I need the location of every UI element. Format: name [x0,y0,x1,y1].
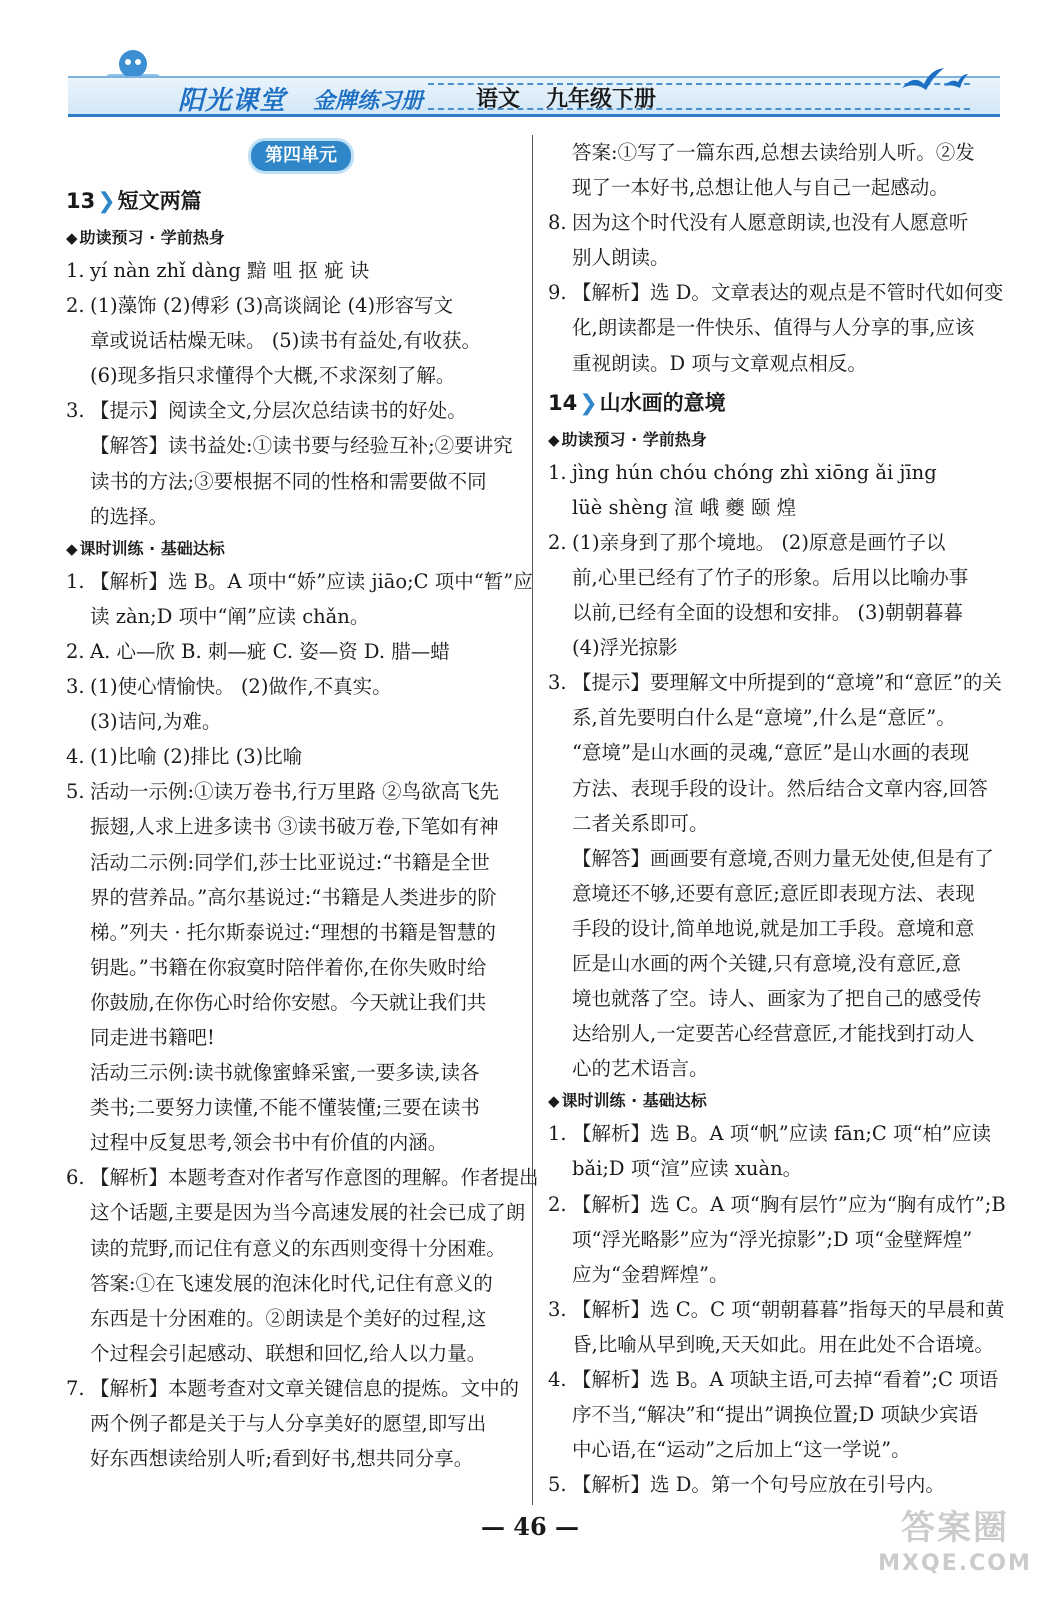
text-line: 好东西想读给别人听;看到好书,想共同分享。 [90,1447,474,1471]
text-line: yí nàn zhǐ dàng 黯 咀 抠 疵 诀 [90,259,370,282]
answer-item [548,455,1018,525]
item-number: 4. [548,1368,567,1391]
section-training-heading: ◆ 课时训练 · 基础达标 [66,538,225,558]
text-line: (3)诘问,为难。 [90,710,222,734]
subject-label: 语文 [476,86,521,112]
right-preview-items [548,455,1018,1087]
answer-item [66,669,536,739]
text-line: 【解答】读书益处:①读书要与经验互补;②要讲究 [90,434,513,458]
right-continued-items [548,135,1018,381]
text-line: 的选择。 [90,504,169,528]
text-line: 【提示】阅读全文,分层次总结读书的好处。 [90,399,467,423]
page-header [0,0,1060,135]
item-number: 6. [66,1166,85,1190]
text-line: 【解析】选 B。A 项“帆”应读 fān;C 项“柏”应读 [572,1122,991,1146]
header-banner [68,76,1000,117]
text-line: 章或说话枯燥无味。 (5)读书有益处,有收获。 [90,329,482,353]
text-line: jìng hún chóu chóng zhì xiōng ǎi jīng [572,460,937,484]
chevron-right-icon: ❯ [579,390,598,416]
text-line: 境也就落了空。诗人、画家为了把自己的感受传 [572,987,982,1011]
text-line: 序不当,“解决”和“提出”调换位置;D 项缺少宾语 [572,1403,978,1427]
text-line: 梯。”列夫 · 托尔斯泰说过:“理想的书籍是智慧的 [90,920,496,944]
text-line: 心的艺术语言。 [572,1057,709,1081]
text-line: 应为“金碧辉煌”。 [572,1262,729,1286]
brand-title: 阳光课堂 [178,86,287,116]
text-line: 【解析】本题考查对作者写作意图的理解。作者提出 [90,1166,539,1190]
text-line: 【解析】选 C。C 项“朝朝暮暮”指每天的早晨和黄 [572,1297,1005,1321]
answer-item [548,1187,1018,1292]
text-line: 活动二示例:同学们,莎士比亚说过:“书籍是全世 [90,850,490,874]
text-line: 【解析】选 D。第一个句号应放在引号内。 [572,1473,945,1497]
answer-item [548,1362,1018,1467]
text-line: 类书;二要努力读懂,不能不懂装懂;三要在读书 [90,1096,480,1120]
item-number: 4. [66,745,85,769]
item-number: 2. [66,294,85,318]
text-line: 以前,已经有全面的设想和安排。 (3)朝朝暮暮 [572,601,964,625]
text-line: 前,心里已经有了竹子的形象。后用以比喻办事 [572,565,969,589]
text-line: 读的荒野,而记住有意义的东西则变得十分困难。 [90,1236,506,1260]
unit-badge: 第四单元 [251,141,351,171]
item-number: 2. [548,530,567,554]
answer-item [66,564,536,634]
text-line: 答案:①在飞速发展的泡沫化时代,记住有意义的 [90,1271,493,1295]
answer-item [66,1371,536,1476]
text-line: bǎi;D 项“渲”应读 xuàn。 [572,1157,803,1181]
text-line: 达给别人,一定要苦心经营意匠,才能找到打动人 [572,1022,975,1046]
text-line: 中心语,在“运动”之后加上“这一学说”。 [572,1438,911,1462]
answer-item [548,525,1018,665]
item-number: 8. [548,211,567,235]
text-line: “意境”是山水画的灵魂,“意匠”是山水画的表现 [572,741,970,765]
birds-icon [900,60,970,100]
text-line: 同走进书籍吧! [90,1025,215,1049]
answer-item [66,1160,539,1371]
right-column [548,135,1018,1502]
left-training-items [66,564,539,1476]
right-training-items [548,1116,1018,1502]
answer-item [66,288,536,393]
section-training-heading: ◆ 课时训练 · 基础达标 [548,1091,707,1111]
item-number: 3. [548,671,567,695]
item-number: 5. [66,780,85,804]
text-line: 读 zàn;D 项中“阐”应读 chǎn。 [90,604,370,628]
diamond-icon: ◆ [66,539,78,558]
item-number: 2. [548,1192,567,1216]
text-line: 个过程会引起感动、联想和回忆,给人以力量。 [90,1341,487,1365]
diamond-icon: ◆ [548,1092,560,1111]
item-number: 5. [548,1473,567,1497]
text-line: 读书的方法;③要根据不同的性格和需要做不同 [90,469,487,493]
left-preview-items [66,253,536,534]
series-title: 金牌练习册 [313,88,424,114]
text-line: A. 心—欣 B. 刺—疵 C. 姿—资 D. 腊—蜡 [90,639,450,663]
answer-item [548,665,1018,1086]
item-number: 9. [548,281,567,305]
text-line: 别人朗读。 [572,246,670,270]
item-number: 3. [548,1297,567,1321]
item-number: 2. [66,639,85,663]
text-line: 匠是山水画的两个关键,只有意境,没有意匠,意 [572,951,962,975]
answer-item [548,275,1018,380]
text-line: (1)亲身到了那个境地。 (2)原意是画竹子以 [572,530,946,554]
text-line: 方法、表现手段的设计。然后结合文章内容,回答 [572,776,988,800]
text-line: 系,首先要明白什么是“意境”,什么是“意匠”。 [572,706,956,730]
text-line: 手段的设计,简单地说,就是加工手段。意境和意 [572,916,975,940]
answer-item [548,135,1018,205]
section-preview-heading: ◆ 助读预习 · 学前热身 [66,228,225,247]
text-line: 振翅,人求上进多读书 ③读书破万卷,下笔如有神 [90,815,499,839]
item-number: 1. [548,1122,567,1146]
watermark: 答案圈 MXQE.COM [878,1508,1032,1576]
item-number: 1. [66,259,85,282]
text-line: (1)使心情愉快。 (2)做作,不真实。 [90,675,392,699]
item-number: 3. [66,675,85,699]
text-line: 意境还不够,还要有意匠;意匠即表现方法、表现 [572,881,975,905]
answer-item [548,1116,1018,1186]
answer-item [66,739,536,774]
text-line: 过程中反复思考,领会书中有价值的内涵。 [90,1131,448,1155]
text-line: (4)浮光掠影 [572,636,678,660]
grade-label: 九年级下册 [546,86,657,112]
section-preview-heading: ◆ 助读预习 · 学前热身 [548,429,707,449]
text-line: 因为这个时代没有人愿意朗读,也没有人愿意听 [572,211,969,235]
text-line: 你鼓励,在你伤心时给你安慰。今天就让我们共 [90,990,487,1014]
item-number: 1. [66,569,85,593]
text-line: (6)现多指只求懂得个大概,不求深刻了解。 [90,364,456,388]
text-line: 【解析】本题考查对文章关键信息的提炼。文中的 [90,1376,520,1400]
text-line: 项“浮光略影”应为“浮光掠影”;D 项“金壁辉煌” [572,1227,973,1251]
text-line: 【解析】选 B。A 项中“娇”应读 jiāo;C 项中“暂”应 [90,569,533,593]
text-line: 现了一本好书,总想让他人与自己一起感动。 [572,176,949,200]
text-line: 两个例子都是关于与人分享美好的愿望,即写出 [90,1412,487,1435]
text-line: 化,朗读都是一件快乐、值得与人分享的事,应该 [572,316,975,340]
text-line: (1)比喻 (2)排比 (3)比喻 [90,745,303,769]
text-line: 【解答】画画要有意境,否则力量无处使,但是有了 [572,846,994,870]
page-number: — 46 — [480,1512,580,1541]
text-line: 二者关系即可。 [572,811,709,835]
answer-item [66,393,536,533]
text-line: 【解析】选 C。A 项“胸有层竹”应为“胸有成竹”;B [572,1192,1006,1216]
diamond-icon: ◆ [548,430,560,449]
text-line: 钥匙。”书籍在你寂寞时陪伴着你,在你失败时给 [90,955,487,979]
diamond-icon: ◆ [66,229,78,247]
text-line: 【解析】选 D。文章表达的观点是不管时代如何变 [572,281,1004,305]
chevron-right-icon: ❯ [97,189,116,214]
answer-item [548,205,1018,275]
item-number: 3. [66,399,85,423]
text-line: 【解析】选 B。A 项缺主语,可去掉“看着”;C 项语 [572,1368,999,1391]
item-number: 1. [548,460,567,484]
text-line: 答案:①写了一篇东西,总想去读给别人听。②发 [572,141,975,164]
answer-item [66,774,536,1160]
item-number: 7. [66,1376,85,1400]
text-line: (1)藻饰 (2)傅彩 (3)高谈阔论 (4)形容写文 [90,294,454,318]
text-line: 活动三示例:读书就像蜜蜂采蜜,一要多读,读各 [90,1061,480,1085]
text-line: 昏,比喻从早到晚,天天如此。用在此处不合语境。 [572,1332,994,1356]
text-line: 东西是十分困难的。②朗读是个美好的过程,这 [90,1306,487,1330]
answer-item [548,1292,1018,1362]
text-line: lüè shèng 渲 峨 夔 颐 煌 [572,495,797,519]
text-line: 这个话题,主要是因为当今高速发展的社会已成了朗 [90,1201,526,1225]
text-line: 活动一示例:①读万卷书,行万里路 ②鸟欲高飞先 [90,780,499,804]
answer-item [66,253,536,288]
answer-item [66,634,536,669]
lesson-14-title: 14❯山水画的意境 [548,390,726,416]
left-column [66,135,539,1476]
text-line: 界的营养品。”高尔基说过:“书籍是人类进步的阶 [90,885,497,909]
text-line: 【提示】要理解文中所提到的“意境”和“意匠”的关 [572,671,1002,695]
answer-item [548,1467,1018,1502]
lesson-13-title: 13❯短文两篇 [66,189,202,214]
text-line: 重视朗读。D 项与文章观点相反。 [572,351,867,375]
